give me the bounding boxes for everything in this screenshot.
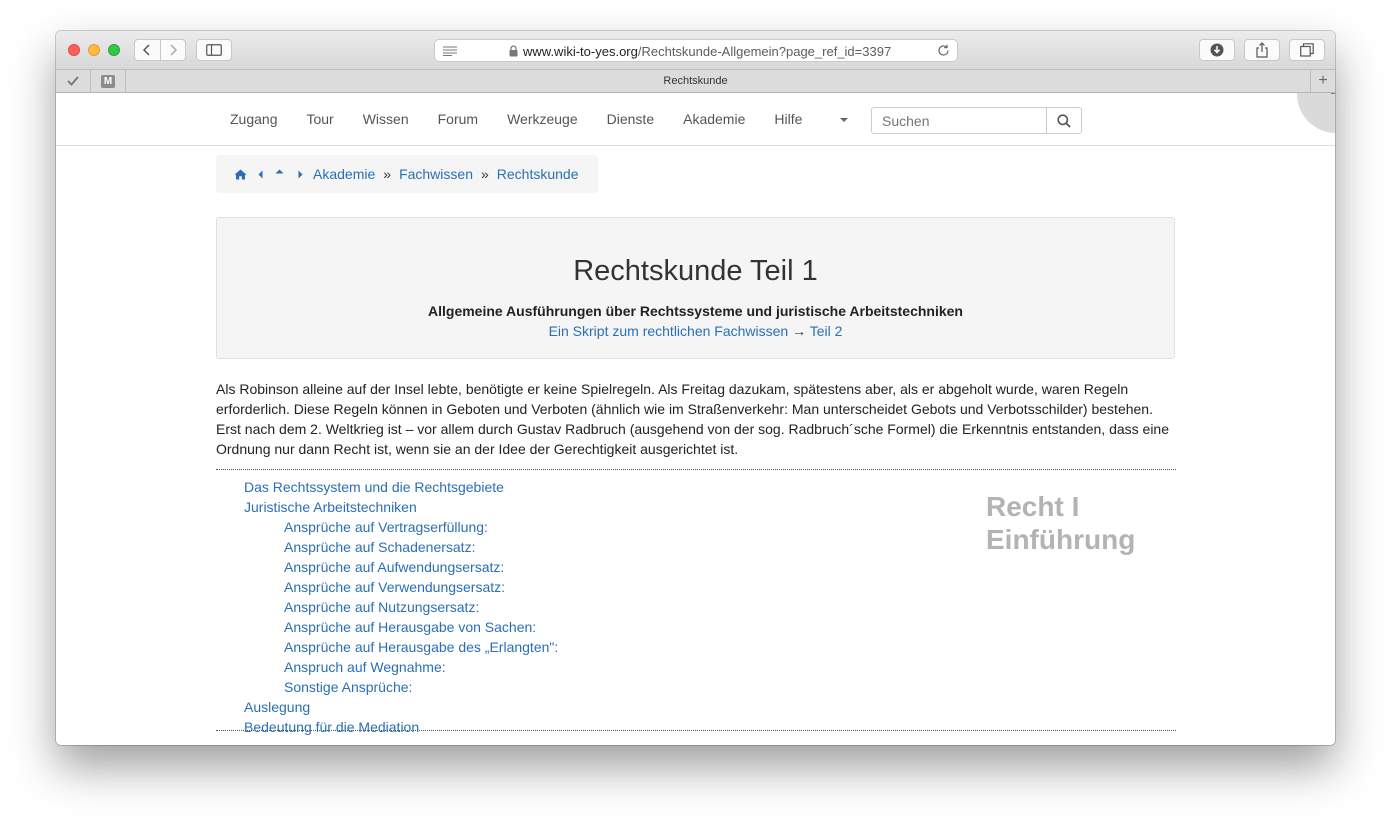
search-icon [1057, 114, 1071, 128]
nav-item-tour[interactable]: Tour [306, 111, 334, 127]
breadcrumb-separator: » [480, 166, 489, 182]
toc-subitem[interactable]: Ansprüche auf Herausgabe von Sachen: [284, 619, 537, 635]
toc-subitem[interactable]: Anspruch auf Wegnahme: [284, 659, 446, 675]
toc-subitem[interactable]: Ansprüche auf Aufwendungsersatz: [284, 559, 505, 575]
active-tab-title[interactable]: Rechtskunde [663, 75, 728, 87]
nav-item-forum[interactable]: Forum [437, 111, 479, 127]
nav-item-hilfe[interactable]: Hilfe [774, 111, 803, 127]
close-window-button[interactable] [68, 44, 80, 56]
url-text [523, 44, 891, 59]
toc-subitem[interactable]: Ansprüche auf Nutzungsersatz: [284, 599, 480, 615]
zoom-window-button[interactable] [108, 44, 120, 56]
part-2-link[interactable]: Teil 2 [809, 323, 843, 339]
home-icon[interactable] [234, 169, 247, 180]
caret-left-icon[interactable] [258, 170, 263, 179]
back-button[interactable] [135, 40, 160, 60]
page-subtitle: Allgemeine Ausführungen über Rechtssysteme und juristische Arbeitstechniken [428, 303, 963, 319]
toc-subitem[interactable]: Ansprüche auf Vertragserfüllung: [284, 519, 488, 535]
toc-subitem[interactable]: Ansprüche auf Verwendungsersatz: [284, 579, 506, 595]
tabs-icon [1300, 43, 1314, 57]
toc-item[interactable]: Das Rechtssystem und die Rechtsgebiete [244, 479, 504, 495]
top-navigation [56, 93, 1335, 146]
new-tab-button[interactable]: + [1310, 70, 1335, 92]
url-host: www.wiki-to-yes.org [523, 44, 638, 59]
toc-subitem[interactable]: Ansprüche auf Schadenersatz: [284, 539, 476, 555]
side-title-line-2: Einführung [986, 524, 1136, 555]
forward-button[interactable] [160, 40, 186, 60]
minimize-window-button[interactable] [88, 44, 100, 56]
main-menu [230, 111, 802, 127]
breadcrumb-fachwissen[interactable]: Fachwissen [399, 166, 473, 182]
script-link[interactable]: Ein Skript zum rechtlichen Fachwissen [548, 323, 789, 339]
expand-icon [1325, 93, 1335, 107]
nav-item-werkzeuge[interactable]: Werkzeuge [507, 111, 578, 127]
browser-window [56, 31, 1335, 745]
arrow-text: → [788, 323, 810, 339]
nav-item-dienste[interactable]: Dienste [606, 111, 655, 127]
history-nav-group [134, 39, 186, 61]
nav-item-zugang[interactable]: Zugang [230, 111, 278, 127]
toc-item[interactable]: Juristische Arbeitstechniken [244, 499, 417, 515]
chevron-right-icon [169, 44, 177, 56]
address-bar[interactable] [434, 39, 958, 62]
downloads-button[interactable] [1199, 39, 1235, 61]
section-side-title [986, 490, 1135, 556]
nav-item-wissen[interactable]: Wissen [362, 111, 409, 127]
search-input[interactable] [872, 108, 1046, 133]
reader-icon [443, 46, 457, 56]
lock-icon [509, 45, 518, 57]
page-content [56, 93, 1335, 745]
title-bar [56, 31, 1335, 69]
script-links [217, 323, 1174, 339]
header-panel [216, 217, 1175, 359]
chevron-left-icon [143, 44, 151, 56]
search-button[interactable] [1046, 108, 1081, 133]
toc-item[interactable]: Auslegung [244, 699, 311, 715]
breadcrumb-akademie[interactable]: Akademie [313, 166, 376, 182]
breadcrumb-rechtskunde[interactable]: Rechtskunde [496, 166, 579, 182]
table-of-contents [216, 469, 1176, 735]
share-button[interactable] [1244, 39, 1280, 61]
url-path: /Rechtskunde-Allgemein?page_ref_id=3397 [637, 44, 892, 59]
page-title: Rechtskunde Teil 1 [573, 255, 818, 287]
fullscreen-corner[interactable] [1297, 93, 1335, 133]
side-title-line-1: Recht I [986, 491, 1080, 522]
pinned-tab-2-label: M [101, 75, 115, 88]
download-icon [1210, 43, 1224, 57]
caret-up-icon[interactable] [275, 169, 284, 174]
toc-subitem[interactable]: Ansprüche auf Herausgabe des „Erlangten": [284, 639, 559, 655]
toc-item[interactable]: Bedeutung für die Mediation [244, 719, 420, 735]
share-icon [1255, 42, 1269, 58]
tab-bar [56, 69, 1335, 93]
intro-paragraph: Als Robinson alleine auf der Insel lebte, benötigte er keine Spielregeln. Als Freitag dazukam, spätestens aber, als er abgeholt wurde, waren Regeln erforderlich. Diese Regeln können in Geboten und Verboten (ähnlich wie im Straßenverkehr: Man unterscheidet Gebots und Verbotsschilder) bestehen. Erst nach dem 2. Weltkrieg ist – vor allem durch Gustav Radbruch (ausgehend von der sog. Radbruch´sche Formel) die Erkenntnis entstanden, dass eine Ordnung nur dann Recht ist, wenn sie an der Idee der Gerechtigkeit ausgerichtet ist. [216, 381, 1170, 457]
sidebar-icon [206, 44, 222, 56]
reload-icon[interactable] [937, 44, 950, 57]
show-tabs-button[interactable] [1289, 39, 1325, 61]
more-menu-dropdown[interactable] [840, 118, 848, 122]
breadcrumb [216, 155, 598, 193]
toc-subitem[interactable]: Sonstige Ansprüche: [284, 679, 413, 695]
caret-right-icon[interactable] [298, 170, 303, 179]
breadcrumb-separator: » [383, 166, 392, 182]
search-box [871, 107, 1082, 134]
sidebar-toggle-button[interactable] [196, 39, 232, 61]
nav-item-akademie[interactable]: Akademie [683, 111, 746, 127]
